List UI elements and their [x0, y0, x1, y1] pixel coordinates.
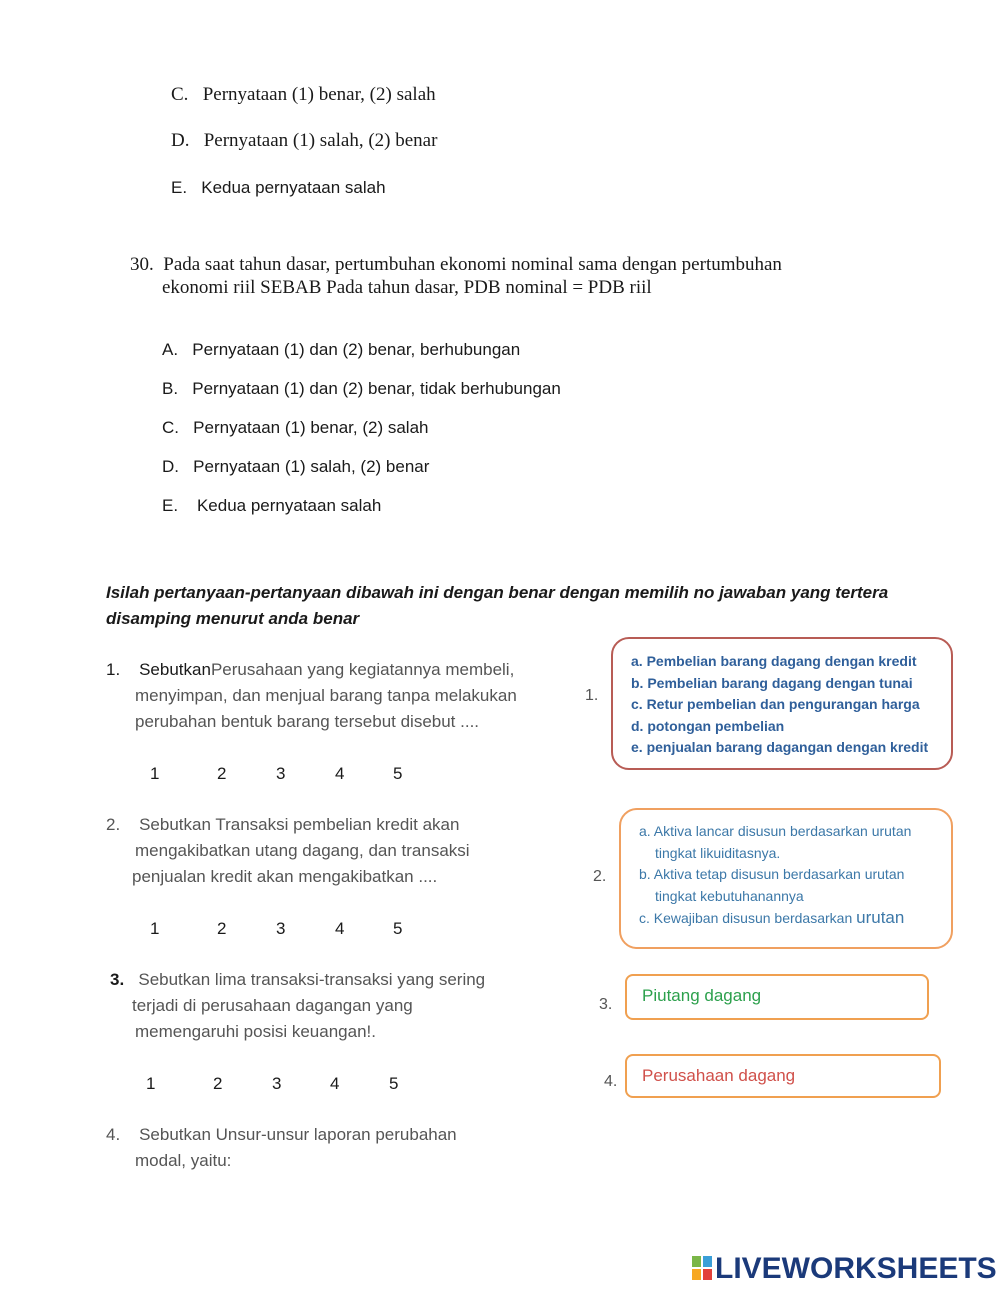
option-letter: B. [162, 379, 179, 398]
answer-box-4[interactable] [625, 1054, 941, 1098]
option-letter: D. [162, 457, 179, 476]
choice-number[interactable]: 2 [217, 919, 227, 938]
answer-box-3-text: Piutang dagang [642, 986, 762, 1005]
answer-item-b-line1: b. Aktiva tetap disusun berdasarkan urutan [639, 866, 905, 882]
answer-box-1-label: 1. [585, 687, 599, 704]
answer-box-4-label: 4. [604, 1073, 618, 1090]
question-1-line2: menyimpan, dan menjual barang tanpa melakukan [135, 686, 517, 705]
choice-number[interactable]: 1 [150, 919, 160, 938]
instruction-line2: disamping menurut anda benar [106, 609, 360, 628]
option-letter: E. [162, 496, 179, 515]
q30-option-a [162, 340, 520, 360]
question-3-line3: memengaruhi posisi keuangan!. [135, 1022, 376, 1041]
choice-number[interactable]: 5 [393, 764, 403, 783]
logo-text: LIVEWORKSHEETS [715, 1252, 997, 1285]
choice-number[interactable]: 3 [272, 1074, 282, 1093]
q29-option-d [171, 130, 437, 152]
answer-box-1[interactable] [611, 637, 953, 770]
q30-option-b [162, 379, 561, 399]
option-letter: A. [162, 340, 179, 359]
question-1-line3: perubahan bentuk barang tersebut disebut .... [135, 712, 480, 731]
option-letter: E. [171, 178, 188, 197]
question-text: Sebutkan Transaksi pembelian kredit akan [139, 815, 460, 834]
answer-item-e: e. penjualan barang dagangan dengan kredit [631, 739, 929, 755]
option-text: Pernyataan (1) salah, (2) benar [193, 457, 430, 476]
question-text: Pada saat tahun dasar, pertumbuhan ekonomi nominal sama dengan pertumbuhan [163, 254, 782, 275]
answer-box-1-list [631, 651, 928, 759]
option-text: Kedua pernyataan salah [196, 496, 382, 515]
answer-item-d: d. potongan pembelian [631, 717, 785, 734]
question-2-line3: penjualan kredit akan mengakibatkan .... [132, 867, 438, 886]
question-lead: Sebutkan [139, 660, 211, 679]
question-number: 1. [106, 660, 121, 679]
option-letter: D. [171, 130, 190, 151]
question-2-line1 [106, 812, 459, 838]
q30-line1 [130, 254, 782, 276]
option-letter: C. [171, 84, 189, 105]
answer-item-c-text: c. Kewajiban disusun berdasarkan [639, 910, 853, 926]
question-number: 4. [106, 1125, 121, 1144]
option-text: Pernyataan (1) dan (2) benar, tidak berhubungan [192, 379, 561, 398]
liveworksheets-logo [692, 1252, 997, 1286]
question-text: Sebutkan lima transaksi-transaksi yang sering [138, 970, 486, 989]
q30-option-c [162, 418, 428, 438]
option-text: Pernyataan (1) benar, (2) salah [202, 84, 436, 105]
choice-number[interactable]: 1 [146, 1074, 156, 1093]
answer-box-3[interactable] [625, 974, 929, 1020]
choice-number[interactable]: 2 [213, 1074, 223, 1093]
option-text: Pernyataan (1) salah, (2) benar [203, 130, 438, 151]
choice-number[interactable]: 3 [276, 919, 286, 938]
question-4-line2: modal, yaitu: [135, 1151, 232, 1170]
answer-item-a-line1: a. Aktiva lancar disusun berdasarkan urutan [639, 823, 912, 839]
option-letter: C. [162, 418, 179, 437]
option-text: Pernyataan (1) dan (2) benar, berhubungan [192, 340, 521, 359]
question-text: Sebutkan Unsur-unsur laporan perubahan [139, 1125, 457, 1144]
option-text: Pernyataan (1) benar, (2) salah [193, 418, 429, 437]
question-4-line1 [106, 1122, 457, 1148]
choice-number[interactable]: 4 [335, 919, 345, 938]
choice-number[interactable]: 5 [389, 1074, 399, 1093]
q30-line2: ekonomi riil SEBAB Pada tahun dasar, PDB nominal = PDB riil [162, 277, 652, 298]
choice-number[interactable]: 3 [276, 764, 286, 783]
question-3-line2: terjadi di perusahaan dagangan yang [132, 996, 413, 1015]
answer-item-c [639, 907, 911, 930]
instruction-line1: Isilah pertanyaan-pertanyaan dibawah ini dengan benar dengan memilih no jawaban yang tertera [106, 583, 889, 602]
answer-box-3-label: 3. [599, 996, 613, 1013]
answer-box-2-label: 2. [593, 868, 607, 885]
answer-item-b-line2: tingkat kebutuhanannya [655, 887, 804, 904]
q29-option-e [171, 178, 386, 198]
q30-option-d [162, 457, 429, 477]
answer-item-a: a. Pembelian barang dagang dengan kredit [631, 653, 917, 669]
answer-item-a-line2: tingkat likuiditasnya. [655, 844, 781, 861]
choice-number[interactable]: 4 [335, 764, 345, 783]
choice-number[interactable]: 2 [217, 764, 227, 783]
answer-box-4-text: Perusahaan dagang [642, 1066, 796, 1085]
choice-number[interactable]: 1 [150, 764, 160, 783]
question-2-line2: mengakibatkan utang dagang, dan transaksi [135, 841, 470, 860]
option-text: Kedua pernyataan salah [201, 178, 386, 197]
q29-option-c [171, 84, 436, 106]
q30-option-e [162, 496, 381, 516]
answer-item-c-emph: urutan [856, 908, 905, 927]
question-number: 30. [130, 254, 154, 275]
question-3-line1 [110, 967, 485, 993]
answer-box-2[interactable] [619, 808, 953, 949]
choice-number[interactable]: 4 [330, 1074, 340, 1093]
question-1-line1 [106, 657, 514, 683]
question-number: 2. [106, 815, 121, 834]
answer-box-2-list [639, 821, 911, 930]
question-text: Perusahaan yang kegiatannya membeli, [210, 660, 515, 679]
choice-number[interactable]: 5 [393, 919, 403, 938]
answer-item-c: c. Retur pembelian dan pengurangan harga [631, 696, 920, 712]
answer-item-b: b. Pembelian barang dagang dengan tunai [631, 674, 913, 691]
question-number: 3. [110, 970, 125, 989]
logo-icon [692, 1256, 712, 1280]
